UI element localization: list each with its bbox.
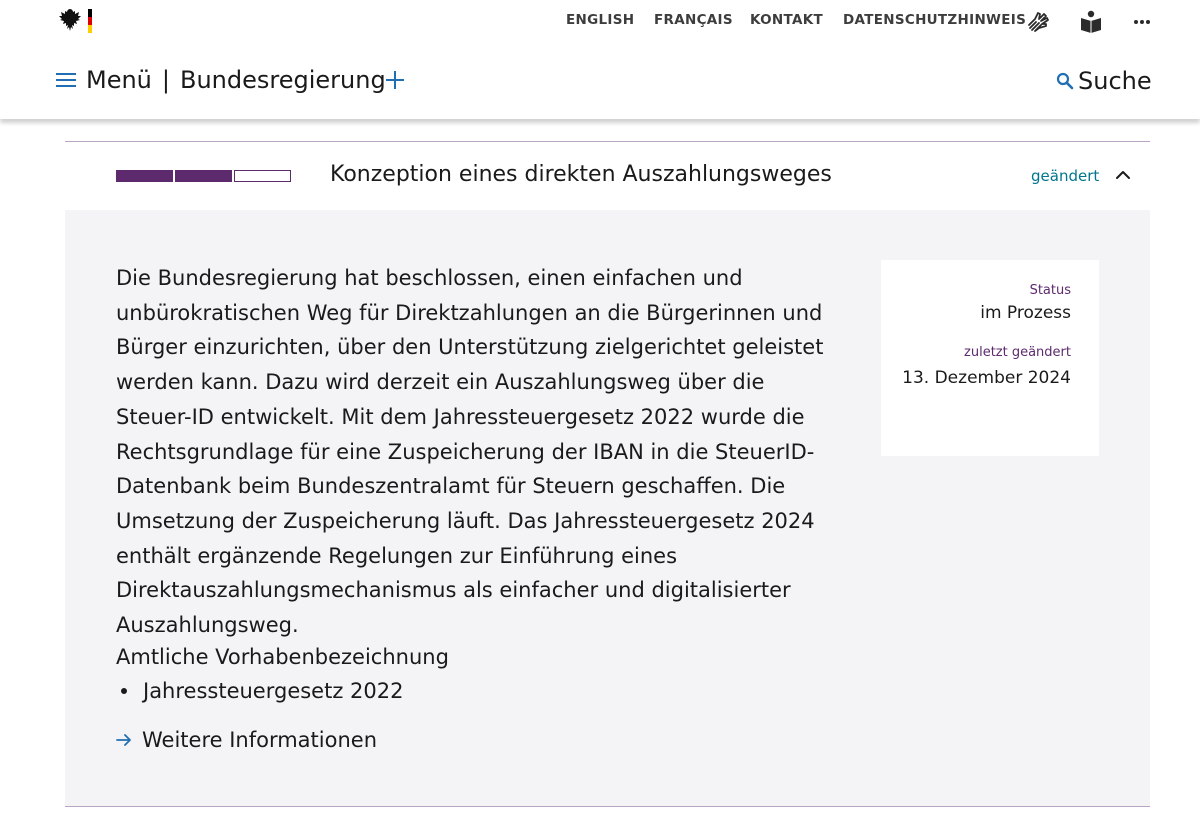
accordion-header[interactable] <box>65 142 1150 210</box>
changed-badge: geändert <box>1031 167 1100 185</box>
progress-segment <box>234 170 291 182</box>
progress-segment <box>175 170 232 182</box>
more-info-link[interactable] <box>116 728 377 752</box>
progress-segment <box>116 170 173 182</box>
english-link[interactable]: ENGLISH <box>566 12 635 28</box>
german-flag-icon <box>88 9 92 33</box>
contact-link[interactable]: KONTAKT <box>750 12 824 28</box>
menu-label: Menü <box>86 66 152 94</box>
status-value: im Prozess <box>980 303 1071 323</box>
plus-icon[interactable] <box>384 69 406 91</box>
status-label: Status <box>1029 283 1071 298</box>
more-icon[interactable] <box>1130 8 1156 34</box>
list-item <box>116 679 403 703</box>
last-changed-label: zuletzt geändert <box>964 345 1071 360</box>
more-info-label: Weitere Informationen <box>142 728 377 752</box>
list-item-text: Jahressteuergesetz 2022 <box>143 679 404 703</box>
official-title-label: Amtliche Vorhabenbezeichnung <box>116 645 449 669</box>
french-link[interactable]: FRANÇAIS <box>654 12 733 28</box>
hamburger-menu-icon <box>56 72 76 88</box>
federal-eagle-logo-icon[interactable] <box>56 6 84 34</box>
official-title-list <box>116 679 403 703</box>
nav-separator: | <box>161 66 170 94</box>
bullet-icon <box>121 688 127 694</box>
progress-indicator <box>116 170 291 182</box>
divider-bottom <box>65 806 1150 807</box>
sign-language-icon[interactable] <box>1026 8 1052 34</box>
arrow-right-icon <box>116 733 132 747</box>
accordion-title: Konzeption eines direkten Auszahlungsweges <box>330 162 832 187</box>
last-changed-value: 13. Dezember 2024 <box>902 368 1071 388</box>
search-icon <box>1056 72 1074 90</box>
description-text: Die Bundesregierung hat beschlossen, einen einfachen und unbürokratischen Weg für Direktzahlungen an die Bürgerinnen und Bürger einzurichten, über den Unterstützung zielgerichtet geleistet werden kann. Dazu wird derzeit ein Auszahlungsweg über die Steuer-ID entwickelt. Mit dem Jahressteuergesetz 2022 wurde die Rechtsgrundlage für eine Zuspeicherung der IBAN in die SteuerID-Datenbank beim Bundeszentralamt für Steuern geschaffen. Die Umsetzung der Zuspeicherung läuft. Das Jahressteuergesetz 2024 enthält ergänzende Regelungen zur Einführung eines Direktauszahlungsmechanismus als einfacher und digitalisierter Auszahlungsweg. <box>116 266 824 638</box>
top-utility-bar <box>0 0 1200 40</box>
previous-row-cutoff <box>0 119 1200 141</box>
easy-read-icon[interactable] <box>1078 8 1104 34</box>
site-name: Bundesregierung <box>180 66 386 94</box>
main-navigation <box>0 40 1200 119</box>
accordion-content <box>65 210 1150 806</box>
privacy-link[interactable]: DATENSCHUTZHINWEIS <box>843 12 1027 28</box>
status-card <box>881 260 1099 456</box>
menu-button[interactable] <box>56 66 386 94</box>
search-label: Suche <box>1078 67 1152 95</box>
search-button[interactable] <box>1056 67 1152 95</box>
chevron-up-icon[interactable] <box>1115 169 1131 181</box>
